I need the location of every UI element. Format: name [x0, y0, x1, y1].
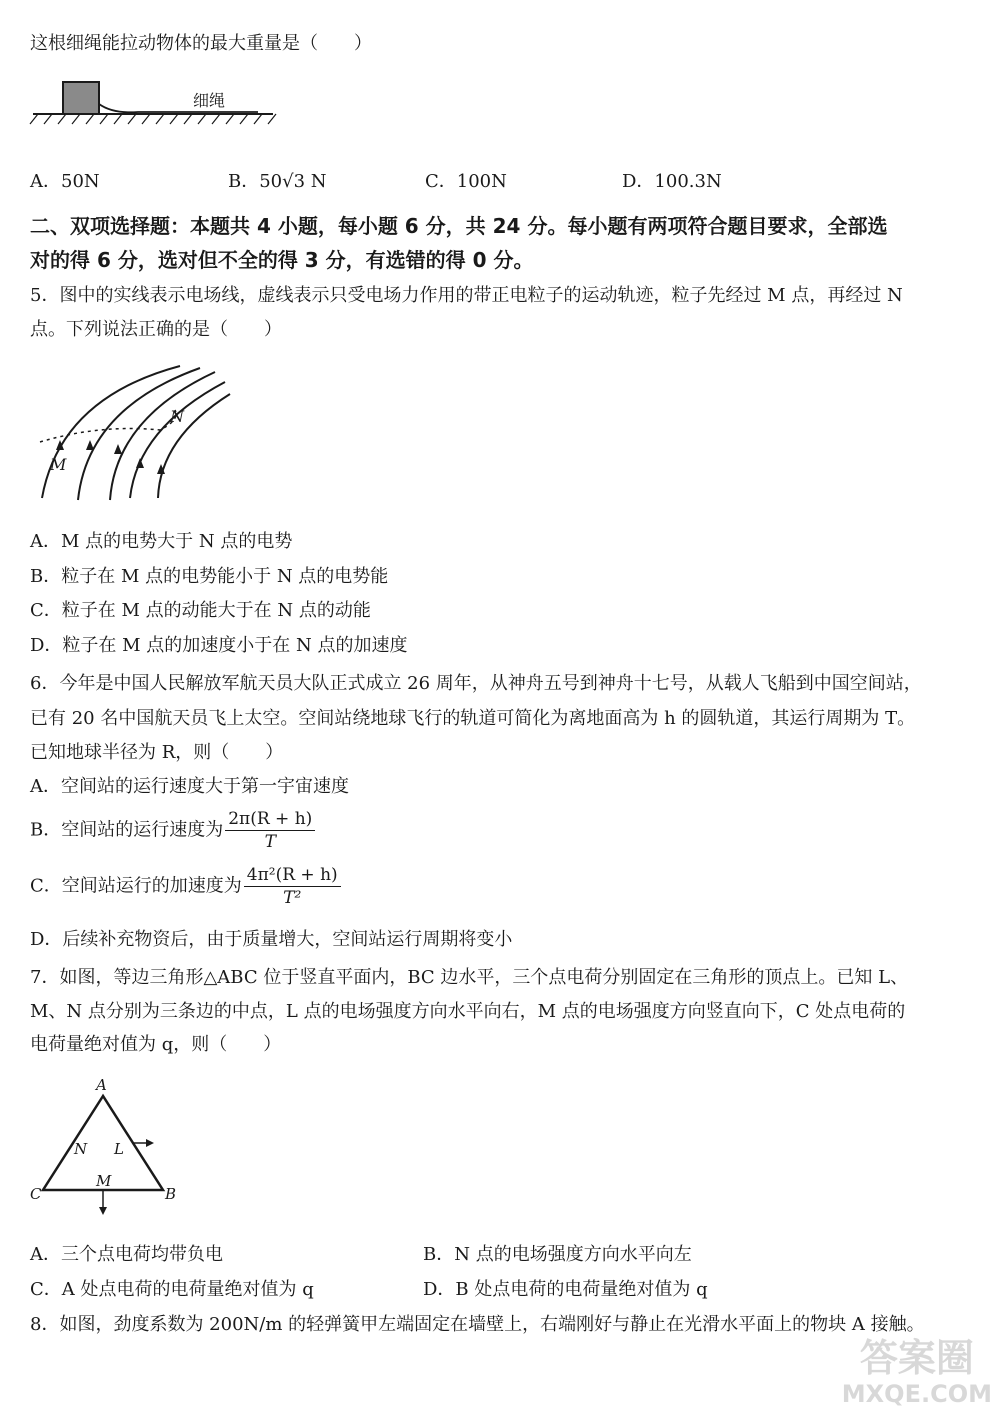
q7-option-c: C．A 处点电荷的电荷量绝对值为 q	[30, 1279, 314, 1300]
q6-stem-line2: 已有 20 名中国航天员飞上太空。空间站绕地球飞行的轨道可简化为离地面高为 h 的圆轨道，其运行周期为 T。	[30, 708, 916, 729]
q4-stem: 这根细绳能拉动物体的最大重量是（ ）	[30, 33, 372, 54]
q4-option-d: D．100.3N	[622, 171, 722, 192]
fraction-denominator: T²	[283, 888, 302, 908]
q8-stem-line1: 8．如图，劲度系数为 200N/m 的轻弹簧甲左端固定在墙壁上，右端刚好与静止在光滑水平面上的物块 A 接触。	[30, 1314, 925, 1335]
q6-option-c	[30, 864, 341, 909]
q6-stem-line1: 6．今年是中国人民解放军航天员大队正式成立 26 周年，从神舟五号到神舟十七号，从载人飞船到中国空间站，	[30, 673, 922, 694]
q4-option-c: C．100N	[425, 171, 507, 192]
point-n-label: N	[170, 407, 184, 426]
q4-option-b: B．50√3 N	[228, 171, 327, 192]
fraction-denominator: T	[264, 832, 276, 852]
q5-stem-line1: 5．图中的实线表示电场线，虚线表示只受电场力作用的带正电粒子的运动轨迹，粒子先经过 M 点，再经过 N	[30, 285, 903, 306]
field-lines	[42, 366, 230, 500]
ground-hatch	[30, 114, 276, 124]
rope-line	[99, 104, 258, 112]
q5-option-a: A．M 点的电势大于 N 点的电势	[30, 531, 293, 552]
vertex-a-label: A	[96, 1076, 107, 1094]
q7-stem-line3: 电荷量绝对值为 q，则（ ）	[30, 1034, 282, 1055]
q4-block-rope-figure	[28, 70, 278, 126]
point-m-label: M	[50, 455, 67, 474]
watermark-text-cn: 答案圈	[859, 1336, 974, 1380]
q7-option-d: D．B 处点电荷的电荷量绝对值为 q	[423, 1279, 708, 1300]
q6-option-c-fraction	[244, 864, 341, 909]
q7-triangle-figure	[28, 1072, 188, 1222]
midpoint-n-label: N	[74, 1140, 88, 1158]
q6-option-c-text: C．空间站运行的加速度为	[30, 875, 242, 897]
q6-option-b-text: B．空间站的运行速度为	[30, 819, 224, 841]
q5-option-c: C．粒子在 M 点的动能大于在 N 点的动能	[30, 600, 371, 621]
q6-option-a: A．空间站的运行速度大于第一宇宙速度	[30, 776, 349, 797]
section2-heading-line1: 二、双项选择题：本题共 4 小题，每小题 6 分，共 24 分。每小题有两项符合题目要求，全部选	[30, 214, 888, 238]
fraction-numerator: 2π(R + h)	[225, 808, 315, 831]
q7-stem-line2: M、N 点分别为三条边的中点，L 点的电场强度方向水平向右，M 点的电场强度方向竖直向下，C 处点电荷的	[30, 1001, 906, 1022]
q4-option-a: A．50N	[30, 171, 100, 192]
midpoint-l-label: L	[114, 1140, 124, 1158]
section2-heading-line2: 对的得 6 分，选对但不全的得 3 分，有选错的得 0 分。	[30, 248, 534, 272]
fraction-numerator: 4π²(R + h)	[244, 864, 341, 887]
q5-field-lines-figure	[30, 358, 240, 508]
q6-stem-line3: 已知地球半径为 R，则（ ）	[30, 742, 284, 763]
q7-option-b: B．N 点的电场强度方向水平向左	[423, 1244, 692, 1265]
q6-option-b-fraction	[225, 808, 315, 853]
vertex-c-label: C	[30, 1185, 42, 1203]
watermark-text-url: MXQE.COM	[841, 1380, 992, 1408]
rope-label: 细绳	[193, 91, 226, 110]
vertex-b-label: B	[165, 1185, 177, 1203]
q5-stem-line2: 点。下列说法正确的是（ ）	[30, 319, 282, 340]
q5-option-d: D．粒子在 M 点的加速度小于在 N 点的加速度	[30, 635, 408, 656]
q6-option-b	[30, 808, 315, 853]
q5-option-b: B．粒子在 M 点的电势能小于 N 点的电势能	[30, 566, 389, 587]
midpoint-m-label: M	[96, 1172, 112, 1190]
l-arrow-head	[146, 1139, 154, 1147]
q7-option-a: A．三个点电荷均带负电	[30, 1244, 223, 1265]
m-arrow-head	[99, 1207, 107, 1215]
q6-option-d: D．后续补充物资后，由于质量增大，空间站运行周期将变小	[30, 929, 513, 950]
block-shape	[63, 82, 99, 114]
watermark-logo	[842, 1336, 992, 1408]
q7-stem-line1: 7．如图，等边三角形△ABC 位于竖直平面内，BC 边水平，三个点电荷分别固定在三角形的顶点上。已知 L、	[30, 967, 909, 988]
